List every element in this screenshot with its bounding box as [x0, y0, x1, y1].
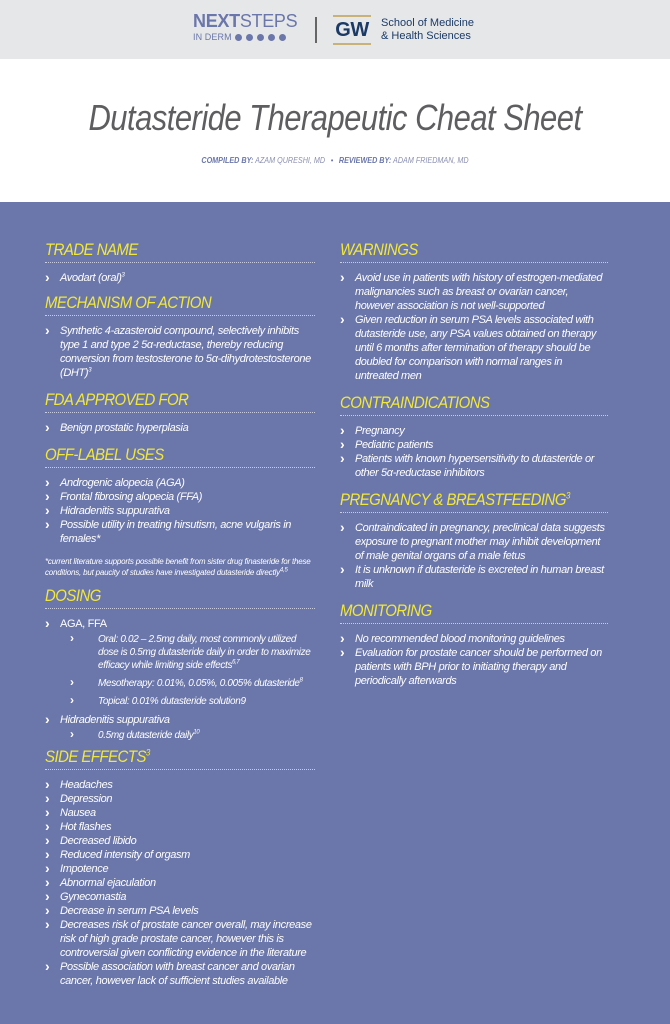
nextsteps-wordmark	[193, 12, 299, 30]
section-trade-name	[45, 240, 315, 285]
list-item: › Possible utility in treating hirsutism, acne vulgaris in females*	[45, 518, 315, 546]
list-item: › Decrease in serum PSA levels	[45, 904, 315, 918]
list-item: › Decreases risk of prostate cancer overall, may increase risk of high grade prostate cancer, however this is controversial given conflicting evidence in the literature	[45, 918, 315, 960]
logo-next: NEXT	[193, 11, 240, 31]
list-item: › Abnormal ejaculation	[45, 876, 315, 890]
compiled-by-label: COMPILED BY:	[201, 156, 254, 165]
section-title: SIDE EFFECTS$^3$	[45, 747, 150, 766]
title-section	[0, 59, 670, 202]
section-title: FDA APPROVED FOR	[45, 390, 189, 409]
section-pregnancy-breastfeeding	[340, 490, 608, 591]
cheat-sheet-body	[0, 202, 670, 1024]
footnote: *current literature supports possible benefit from sister drug finasteride for these conditions, but paucity of studies have investigated dutasteride directly$^{4,5}$	[45, 557, 311, 577]
section-contraindications	[340, 393, 608, 480]
nextsteps-logo	[193, 12, 299, 46]
credits-separator: •	[330, 156, 334, 165]
dosing-group: › Hidradenitis suppurativa › 0.5mg dutasteride daily$^{10}$	[45, 713, 315, 742]
list-item: › Depression	[45, 792, 315, 806]
gw-monogram: GW	[335, 19, 369, 41]
list-item: › Androgenic alopecia (AGA)	[45, 476, 315, 490]
section-title: MONITORING	[340, 601, 432, 620]
reviewed-by-name: ADAM FRIEDMAN, MD	[393, 156, 469, 165]
list-item: › Decreased libido	[45, 834, 315, 848]
gw-school-name	[381, 17, 474, 43]
section-title: TRADE NAME	[45, 240, 138, 259]
dosing-subitem: › Topical: 0.01% dutasteride solution9	[70, 695, 315, 708]
dosing-group: › AGA, FFA › Oral: 0.02 – 2.5mg daily, most commonly utilized dose is 0.5mg dutasteride daily in order to maximize efficacy while limiting side effects$^{6,7}$ › Mesotherapy: 0.01%, 0.05%, 0.005% dutasteride$^8$ › Topical: 0.01% dutasteride solution9	[45, 617, 315, 708]
gw-school-line1: School of Medicine	[381, 17, 474, 29]
list-item: › Gynecomastia	[45, 890, 315, 904]
list-item: › Benign prostatic hyperplasia	[45, 421, 315, 435]
list-item: › Possible association with breast cancer and ovarian cancer, however lack of sufficient studies available	[45, 960, 315, 988]
list-item: › Impotence	[45, 862, 315, 876]
list-item: › Nausea	[45, 806, 315, 820]
compiled-by-name: AZAM QURESHI, MD	[255, 156, 326, 165]
dosing-subitem: › Oral: 0.02 – 2.5mg daily, most commonly utilized dose is 0.5mg dutasteride daily in order to maximize efficacy while limiting side effects$^{6,7}$	[70, 633, 315, 672]
section-off-label-uses	[45, 445, 315, 578]
dotted-divider	[45, 608, 315, 609]
dosing-subitem: › 0.5mg dutasteride daily$^{10}$	[70, 729, 315, 742]
section-title: WARNINGS	[340, 240, 418, 259]
right-column	[340, 240, 608, 688]
logo-steps: STEPS	[239, 11, 298, 31]
dosing-subitem: › Mesotherapy: 0.01%, 0.05%, 0.005% dutasteride$^8$	[70, 677, 315, 690]
logo-dots-icon	[235, 34, 286, 41]
list-item: › Synthetic 4-azasteroid compound, selectively inhibits type 1 and type 2 5α-reductase, thereby reducing conversion from testosterone to 5α-dihydrotestosterone (DHT)$^3$	[45, 324, 315, 380]
dotted-divider	[45, 315, 315, 316]
section-warnings	[340, 240, 608, 383]
dotted-divider	[45, 467, 315, 468]
logo-divider	[315, 17, 317, 43]
section-title: CONTRAINDICATIONS	[340, 393, 490, 412]
list-item: › Pregnancy	[340, 424, 608, 438]
list-item: › Evaluation for prostate cancer should be performed on patients with BPH prior to initiating therapy and periodically afterwards	[340, 646, 608, 688]
list-item: › It is unknown if dutasteride is excreted in human breast milk	[340, 563, 608, 591]
logo-bar	[0, 0, 670, 59]
list-item: › Frontal fibrosing alopecia (FFA)	[45, 490, 315, 504]
list-item: › Headaches	[45, 778, 315, 792]
list-item: › No recommended blood monitoring guidelines	[340, 632, 608, 646]
gw-logo-icon	[333, 15, 371, 45]
logo-in-derm: IN DERM	[193, 32, 232, 42]
list-item: › Patients with known hypersensitivity to dutasteride or other 5α-reductase inhibitors	[340, 452, 608, 480]
credits-line	[34, 156, 637, 165]
reviewed-by-label: REVIEWED BY:	[338, 156, 392, 165]
dotted-divider	[340, 415, 608, 416]
section-title: PREGNANCY & BREASTFEEDING$^3$	[340, 490, 570, 509]
list-item: › Given reduction in serum PSA levels associated with dutasteride use, any PSA values obtained on therapy until 6 months after termination of therapy should be doubled for comparison with normal ranges in untreated men	[340, 313, 608, 383]
dotted-divider	[45, 262, 315, 263]
section-monitoring	[340, 601, 608, 688]
list-item: › Hidradenitis suppurativa	[45, 504, 315, 518]
section-side-effects	[45, 747, 315, 988]
section-fda-approved	[45, 390, 315, 435]
dotted-divider	[340, 512, 608, 513]
gw-school-line2: & Health Sciences	[381, 30, 471, 42]
dotted-divider	[45, 412, 315, 413]
list-item: › Contraindicated in pregnancy, preclinical data suggests exposure to pregnant mother may inhibit development of male genital organs of a male fetus	[340, 521, 608, 563]
dotted-divider	[340, 262, 608, 263]
list-item: › Avodart (oral)$^3$	[45, 271, 315, 285]
page-title: Dutasteride Therapeutic Cheat Sheet	[88, 97, 582, 138]
section-title: DOSING	[45, 586, 101, 605]
left-column	[45, 240, 315, 988]
section-dosing	[45, 586, 315, 742]
list-item: › Hot flashes	[45, 820, 315, 834]
dotted-divider	[45, 769, 315, 770]
section-mechanism-of-action	[45, 293, 315, 380]
section-title: MECHANISM OF ACTION	[45, 293, 212, 312]
list-item: › Avoid use in patients with history of estrogen-mediated malignancies such as breast or ovarian cancer, however association is not well-supported	[340, 271, 608, 313]
list-item: › Reduced intensity of orgasm	[45, 848, 315, 862]
list-item: › Pediatric patients	[340, 438, 608, 452]
section-title: OFF-LABEL USES	[45, 445, 164, 464]
dotted-divider	[340, 623, 608, 624]
